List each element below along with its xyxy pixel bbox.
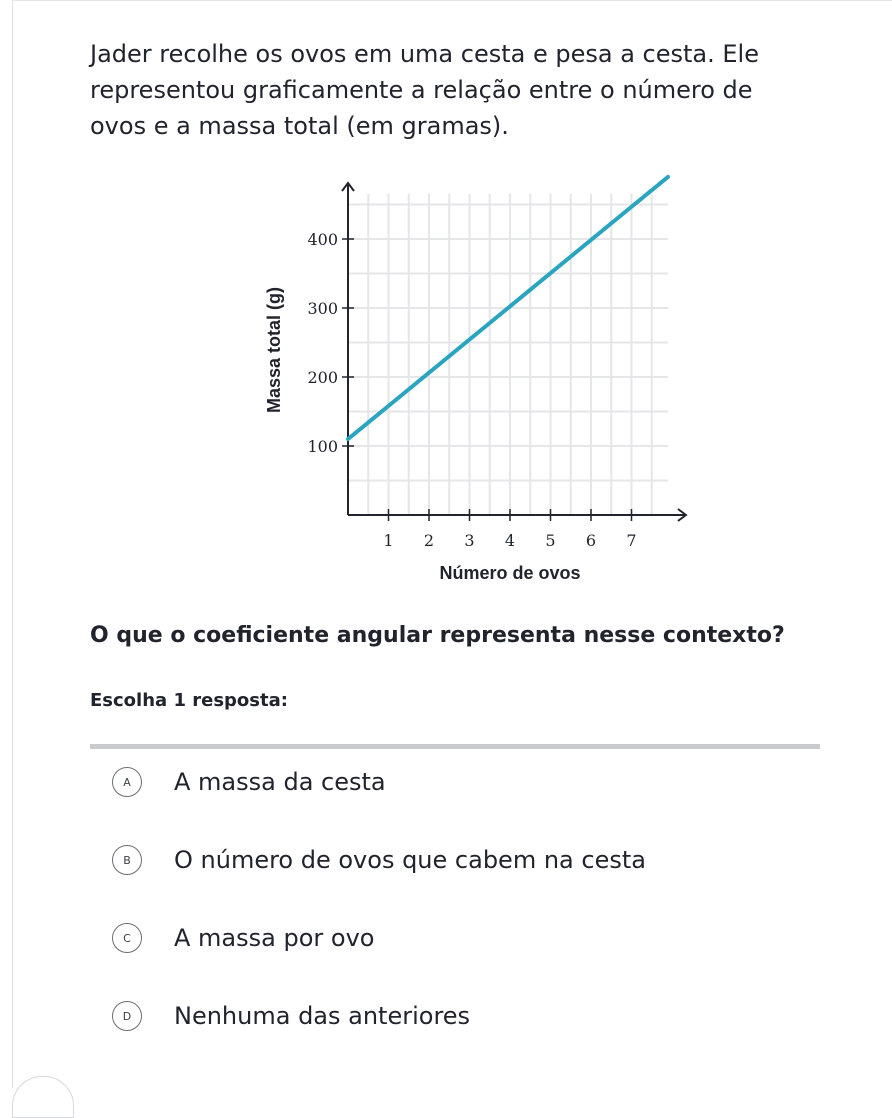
choice-letter-b: B bbox=[112, 845, 142, 875]
x-tick-label: 6 bbox=[585, 531, 597, 550]
choice-text-c: A massa por ovo bbox=[174, 924, 375, 952]
x-tick-label: 3 bbox=[464, 531, 475, 550]
choice-d[interactable] bbox=[112, 996, 822, 1036]
y-tick-label: 400 bbox=[307, 230, 338, 249]
left-border bbox=[12, 0, 13, 1088]
choice-letter-d: D bbox=[112, 1001, 142, 1031]
x-tick-label: 1 bbox=[383, 531, 394, 550]
choice-text-d: Nenhuma das anteriores bbox=[174, 1002, 471, 1030]
choice-letter-c: C bbox=[112, 923, 142, 953]
x-axis-label: Número de ovos bbox=[439, 563, 581, 583]
top-border bbox=[12, 0, 892, 1]
question-text: Jader recolhe os ovos em uma cesta e pesa a cesta. Ele representou graficamente a relação entre o número de ovos e a massa total (em gramas). bbox=[90, 40, 759, 140]
choice-list bbox=[112, 762, 822, 1074]
graph bbox=[255, 165, 695, 595]
choice-text-a: A massa da cesta bbox=[174, 768, 386, 796]
answer-instruction: Escolha 1 resposta: bbox=[90, 690, 288, 711]
choice-c[interactable] bbox=[112, 918, 822, 958]
x-tick-label: 4 bbox=[504, 531, 516, 550]
question-prompt: O que o coeficiente angular representa nesse contexto? bbox=[90, 623, 785, 648]
x-tick-label: 2 bbox=[423, 531, 435, 550]
x-tick-label: 7 bbox=[626, 531, 637, 550]
choice-b[interactable] bbox=[112, 840, 822, 880]
corner-tab bbox=[12, 1076, 74, 1118]
y-axis-label: Massa total (g) bbox=[264, 286, 284, 414]
choices-divider bbox=[90, 744, 820, 749]
y-tick-label: 100 bbox=[307, 437, 338, 456]
choice-text-b: O número de ovos que cabem na cesta bbox=[174, 846, 646, 874]
choice-a[interactable] bbox=[112, 762, 822, 802]
y-tick-label: 300 bbox=[307, 299, 338, 318]
choice-letter-a: A bbox=[112, 767, 142, 797]
x-tick-label: 5 bbox=[545, 531, 556, 550]
y-tick-label: 200 bbox=[307, 368, 338, 387]
